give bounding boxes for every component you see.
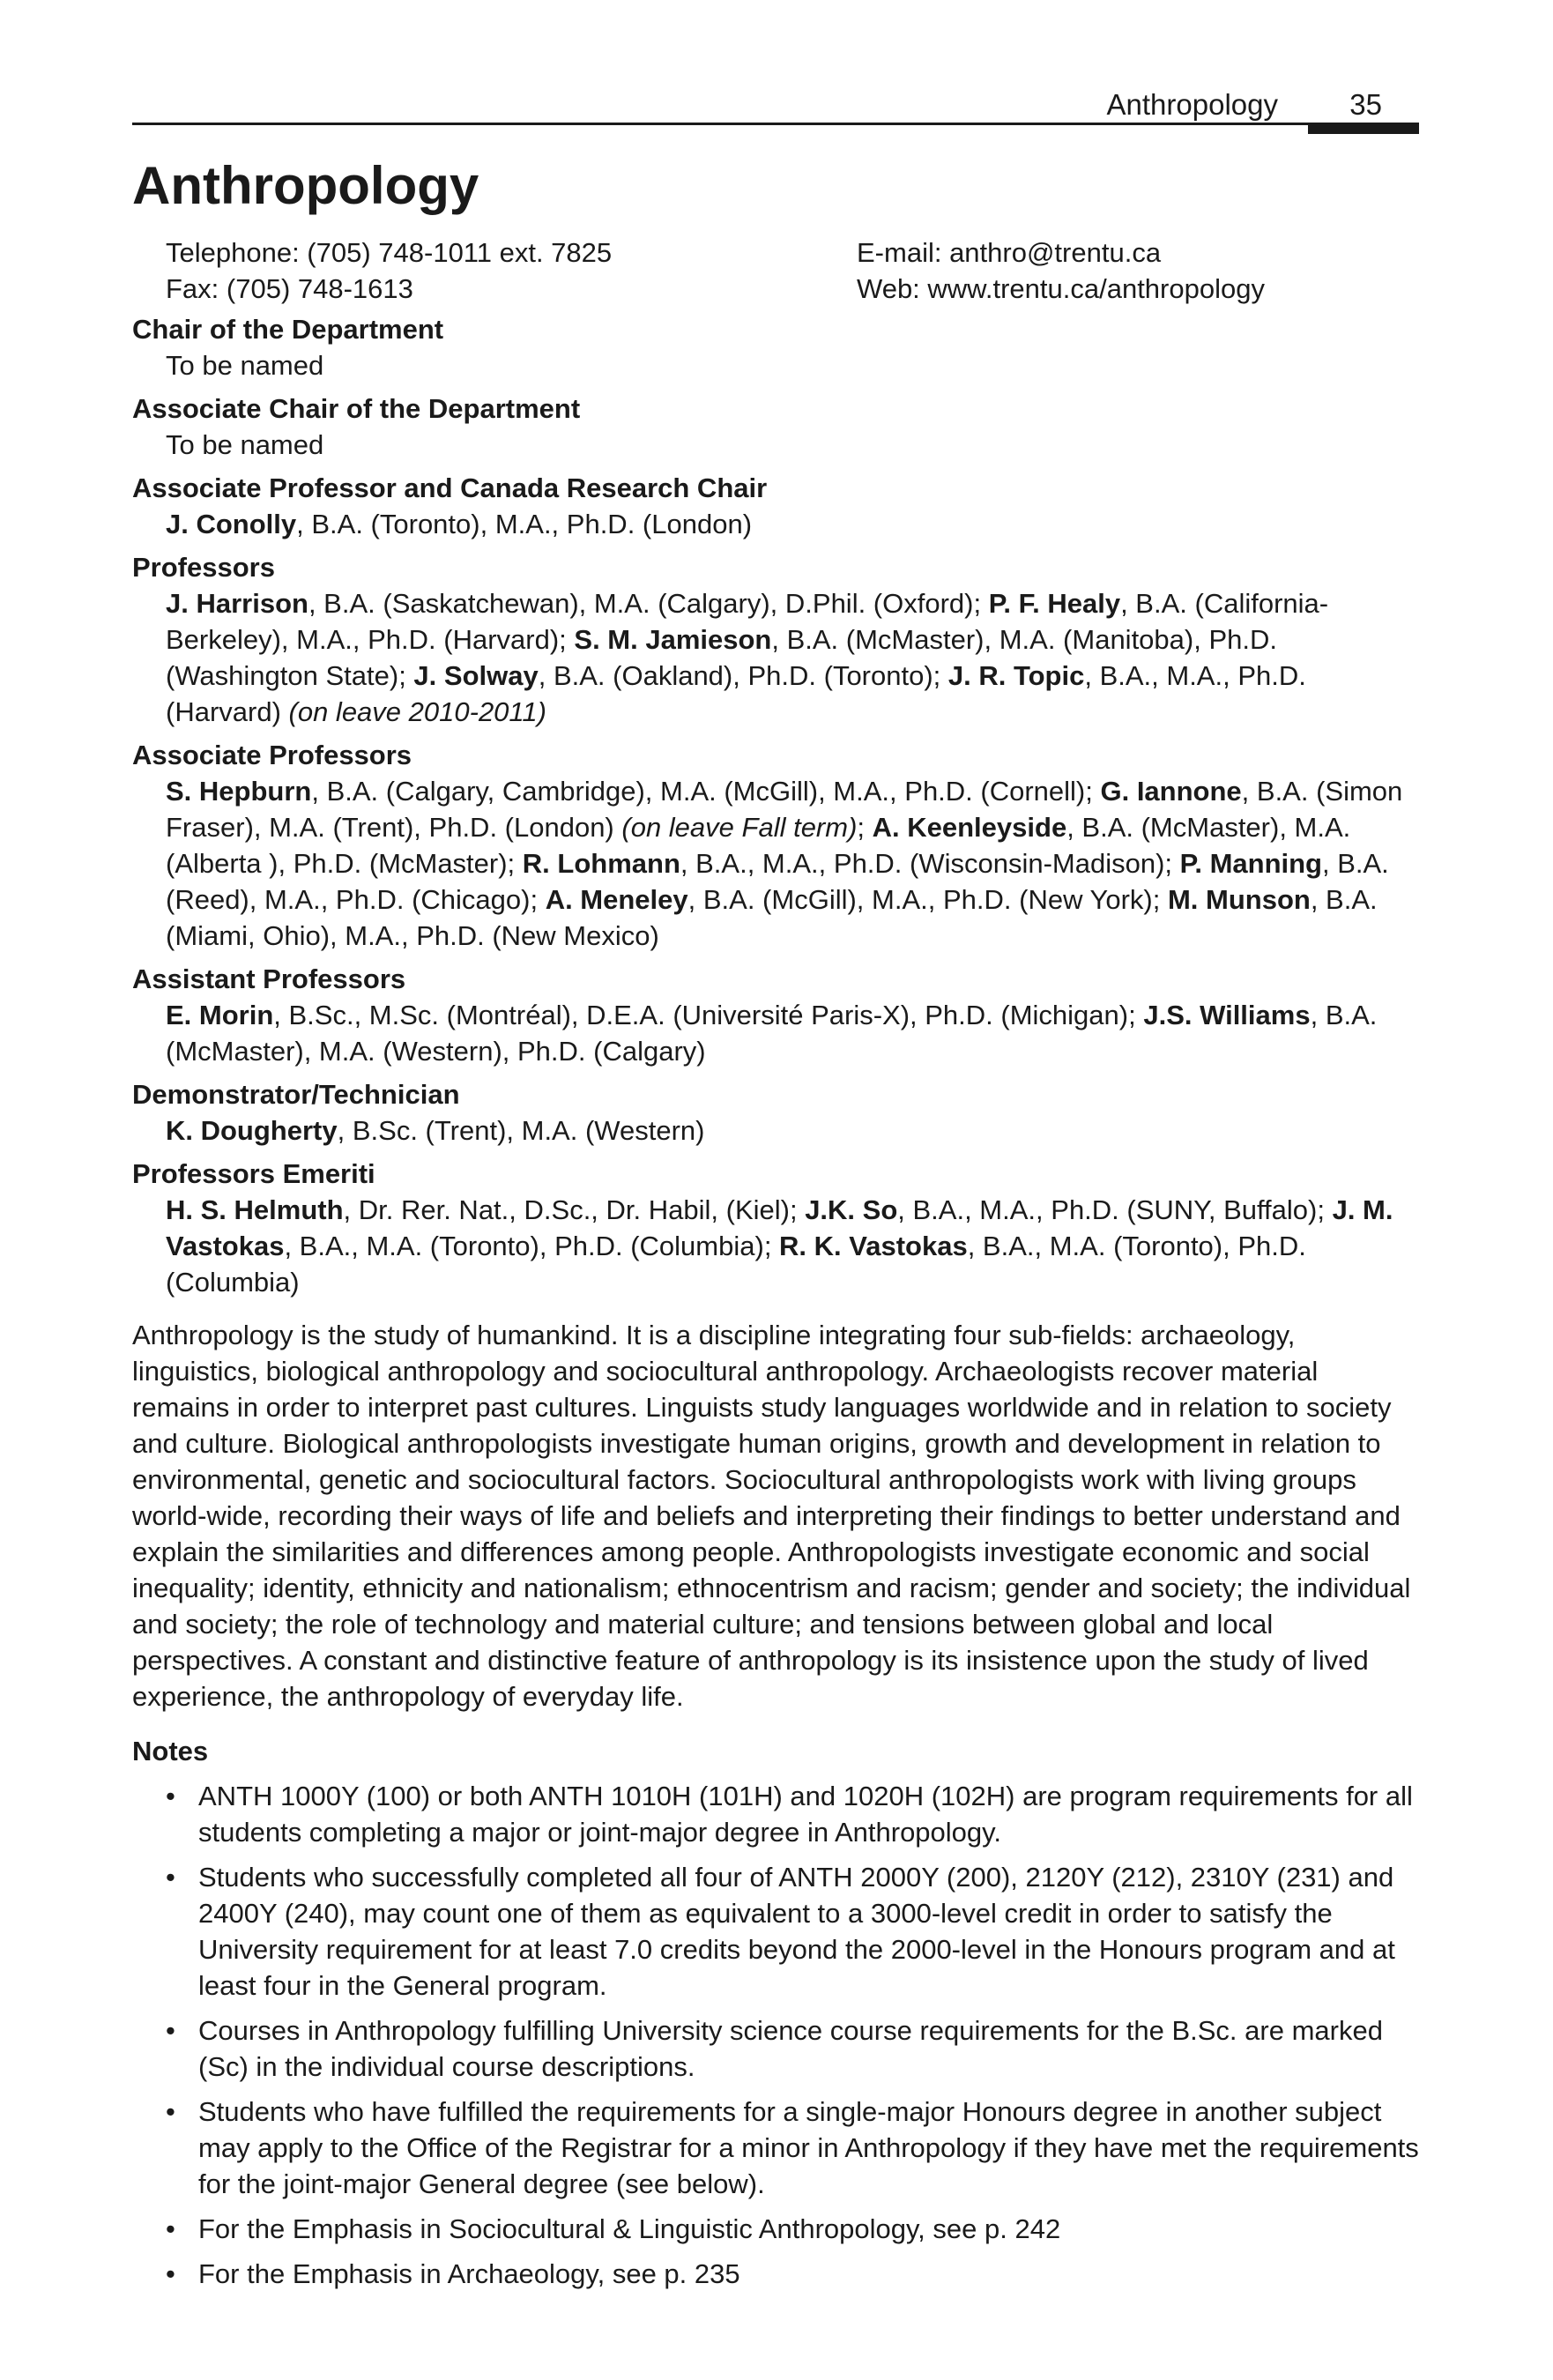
faculty-name: E. Morin	[166, 1000, 274, 1030]
bullet-icon: •	[166, 2213, 175, 2244]
note-text: Students who have fulfilled the requirements for a single-major Honours degree in another subject may apply to the Office of the Registrar for a minor in Anthropology if they have met the requirements for the joint-major General degree (see below).	[198, 2096, 1419, 2199]
faculty-credentials: , B.A. (Oakland), Ph.D. (Toronto);	[538, 660, 948, 691]
faculty-credentials: , B.A. (Toronto), M.A., Ph.D. (London)	[296, 509, 753, 539]
faculty-name: A. Keenleyside	[872, 812, 1067, 843]
header-rule	[132, 123, 1419, 125]
chair-heading: Chair of the Department	[132, 314, 444, 345]
faculty-name: P. Manning	[1179, 848, 1322, 879]
faculty-credentials: , B.Sc. (Trent), M.A. (Western)	[337, 1115, 705, 1146]
faculty-credentials: , B.A. (McMaster), M.A. (Western), Ph.D. (Calgary)	[166, 1000, 1378, 1067]
faculty-name: A. Meneley	[545, 884, 688, 915]
note-item	[132, 1778, 1419, 1850]
demonstrator-list	[132, 1112, 1419, 1149]
page-title: Anthropology	[132, 156, 479, 215]
faculty-name: P. F. Healy	[988, 588, 1121, 619]
assoc-chair-heading: Associate Chair of the Department	[132, 393, 581, 424]
faculty-credentials: , B.A. (McMaster), M.A. (Manitoba), Ph.D. (Washington State);	[166, 624, 1277, 691]
faculty-credentials: , B.Sc., M.Sc. (Montréal), D.E.A. (Université Paris-X), Ph.D. (Michigan);	[273, 1000, 1144, 1030]
chair-value: To be named	[166, 350, 324, 381]
faculty-name: R. K. Vastokas	[779, 1231, 968, 1261]
running-header-section: Anthropology	[1106, 88, 1278, 121]
faculty-name: J. M. Vastokas	[166, 1194, 1393, 1261]
faculty-credentials: , B.A. (McMaster), M.A. (Alberta ), Ph.D. (McMaster);	[166, 812, 1351, 879]
faculty-name: J. Harrison	[166, 588, 308, 619]
faculty-name: G. Iannone	[1100, 776, 1242, 807]
header-tab-mark	[1308, 123, 1419, 134]
bullet-icon: •	[166, 1862, 175, 1893]
emeriti-list	[132, 1192, 1419, 1300]
faculty-credentials: , B.A. (Calgary, Cambridge), M.A. (McGill), M.A., Ph.D. (Cornell);	[311, 776, 1101, 807]
faculty-credentials: , B.A. (McGill), M.A., Ph.D. (New York);	[687, 884, 1168, 915]
faculty-name: S. M. Jamieson	[574, 624, 772, 655]
note-item	[132, 2211, 1419, 2247]
faculty-name: K. Dougherty	[166, 1115, 338, 1146]
asst-professors-heading: Assistant Professors	[132, 963, 406, 994]
assoc-professors-heading: Associate Professors	[132, 740, 412, 770]
notes-list	[132, 1778, 1419, 2292]
note-text: Courses in Anthropology fulfilling University science course requirements for the B.Sc. are marked (Sc) in the individual course descriptions.	[198, 2015, 1383, 2082]
website: Web: www.trentu.ca/anthropology	[857, 273, 1265, 304]
faculty-credentials: , B.A. (Reed), M.A., Ph.D. (Chicago);	[166, 848, 1389, 915]
intro-paragraph: Anthropology is the study of humankind. It is a discipline integrating four sub-fields: archaeology, linguistics, biological anthropology and sociocultural anthropology. Archaeologists recover material remains in order to interpret past cultures. Linguists study languages worldwide and in relation to society and culture. Biological anthropologists investigate human origins, growth and development in relation to environmental, genetic and sociocultural factors. Sociocultural anthropologists work with living groups world-wide, recording their ways of life and beliefs and interpreting their findings to better understand and explain the similarities and differences among people. Anthropologists investigate economic and social inequality; identity, ethnicity and nationalism; ethnocentrism and racism; gender and society; the individual and society; the role of technology and material culture; and tensions between global and local perspectives. A constant and distinctive feature of anthropology is its insistence upon the study of lived experience, the anthropology of everyday life.	[132, 1320, 1411, 1712]
faculty-credentials: , B.A. (Saskatchewan), M.A. (Calgary), D.Phil. (Oxford);	[308, 588, 989, 619]
bullet-icon: •	[166, 1781, 175, 1811]
emeriti-heading: Professors Emeriti	[132, 1158, 375, 1189]
faculty-name: J. R. Topic	[947, 660, 1085, 691]
faculty-name: S. Hepburn	[166, 776, 312, 807]
faculty-credentials: , B.A. (California-Berkeley), M.A., Ph.D. (Harvard);	[166, 588, 1329, 655]
assoc-chair-value: To be named	[166, 429, 324, 460]
note-text: Students who successfully completed all four of ANTH 2000Y (200), 2120Y (212), 2310Y (231) and 2400Y (240), may count one of them as equivalent to a 3000-level credit in order to satisfy the University requirement for at least 7.0 credits beyond the 2000-level in the Honours program and at least four in the General program.	[198, 1862, 1395, 2001]
bullet-icon: •	[166, 2015, 175, 2046]
professors-heading: Professors	[132, 552, 275, 583]
bullet-icon: •	[166, 2096, 175, 2127]
professors-list	[132, 585, 1419, 730]
faculty-credentials: , B.A., M.A. (Toronto), Ph.D. (Columbia);	[284, 1231, 780, 1261]
faculty-name: R. Lohmann	[522, 848, 680, 879]
note-item	[132, 1859, 1419, 2004]
crc-heading: Associate Professor and Canada Research Chair	[132, 472, 768, 503]
crc-list	[132, 506, 1419, 542]
contact-online-block	[857, 234, 1265, 307]
bullet-icon: •	[166, 2258, 175, 2289]
faculty-name: J.S. Williams	[1143, 1000, 1311, 1030]
faculty-credentials: , B.A. (Simon Fraser), M.A. (Trent), Ph.D. (London)	[166, 776, 1403, 843]
running-header	[132, 81, 1419, 125]
faculty-listing	[132, 311, 1419, 1300]
contact-phone-block	[166, 234, 612, 307]
faculty-credentials: , B.A. (Miami, Ohio), M.A., Ph.D. (New Mexico)	[166, 884, 1378, 951]
faculty-name: J.K. So	[805, 1194, 898, 1225]
faculty-name: M. Munson	[1167, 884, 1311, 915]
email: E-mail: anthro@trentu.ca	[857, 237, 1162, 268]
demonstrator-heading: Demonstrator/Technician	[132, 1079, 460, 1110]
notes-section	[132, 1733, 1419, 2301]
faculty-credentials: , B.A., M.A., Ph.D. (Harvard)	[166, 660, 1306, 727]
note-item	[132, 2012, 1419, 2085]
note-text: For the Emphasis in Archaeology, see p. 235	[198, 2258, 740, 2289]
separator: ;	[857, 812, 873, 843]
leave-note: (on leave Fall term)	[621, 812, 858, 843]
note-text: For the Emphasis in Sociocultural & Linguistic Anthropology, see p. 242	[198, 2213, 1061, 2244]
faculty-name: J. Solway	[413, 660, 539, 691]
note-item	[132, 2256, 1419, 2292]
note-item	[132, 2094, 1419, 2202]
fax: Fax: (705) 748-1613	[166, 273, 413, 304]
faculty-credentials: , B.A., M.A. (Toronto), Ph.D. (Columbia)	[166, 1231, 1306, 1298]
asst-professors-list	[132, 997, 1419, 1069]
leave-note: (on leave 2010-2011)	[288, 696, 546, 727]
notes-heading: Notes	[132, 1736, 209, 1766]
faculty-credentials: , B.A., M.A., Ph.D. (Wisconsin-Madison);	[680, 848, 1180, 879]
page-number: 35	[1349, 88, 1382, 121]
telephone: Telephone: (705) 748-1011 ext. 7825	[166, 237, 613, 268]
faculty-credentials: , B.A., M.A., Ph.D. (SUNY, Buffalo);	[897, 1194, 1333, 1225]
faculty-name: H. S. Helmuth	[166, 1194, 344, 1225]
assoc-professors-list	[132, 773, 1419, 954]
note-text: ANTH 1000Y (100) or both ANTH 1010H (101H) and 1020H (102H) are program requirements for all students completing a major or joint-major degree in Anthropology.	[198, 1781, 1413, 1848]
faculty-credentials: , Dr. Rer. Nat., D.Sc., Dr. Habil, (Kiel);	[343, 1194, 806, 1225]
faculty-name: J. Conolly	[166, 509, 297, 539]
